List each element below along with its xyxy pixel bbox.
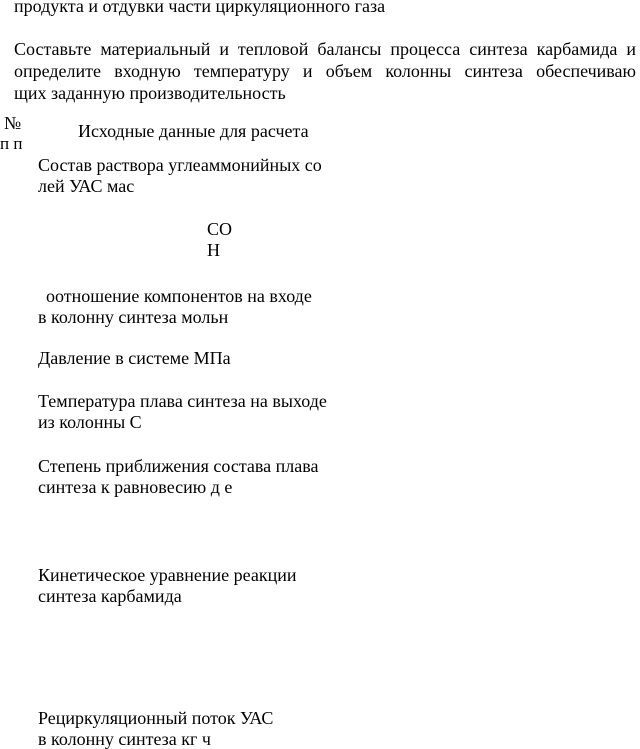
row-temperature-line1: Температура плава синтеза на выходе xyxy=(38,391,327,411)
task-line-1: Составьте материальный и тепловой балансы процесса синтеза карбамида и xyxy=(14,39,636,59)
row-solution-composition-line2: лей УАС мас xyxy=(38,176,135,196)
row-equilibrium-line1: Степень приближения состава плава xyxy=(38,456,319,476)
row-recycle-line1: Рециркуляционный поток УАС xyxy=(38,708,274,728)
row-co-label: СО xyxy=(207,219,233,239)
task-line-2: определите входную температуру и объем колонны синтеза обеспечиваю xyxy=(14,61,636,81)
number-column-mark: № xyxy=(4,113,22,133)
row-ratio-line1: оотношение компонентов на входе xyxy=(46,286,312,306)
intro-top-line: продукта и отдувки части циркуляционного газа xyxy=(14,0,386,16)
table-title: Исходные данные для расчета xyxy=(78,121,309,141)
task-line-3: щих заданную производительность xyxy=(14,83,286,103)
row-solution-composition-line1: Состав раствора углеаммонийных со xyxy=(38,155,322,175)
row-kinetics-line2: синтеза карбамида xyxy=(38,586,182,606)
row-equilibrium-line2: синтеза к равновесию д е xyxy=(38,477,233,497)
row-pressure: Давление в системе МПа xyxy=(38,348,231,368)
number-column-sub: п п xyxy=(0,134,23,153)
row-kinetics-line1: Кинетическое уравнение реакции xyxy=(38,565,297,585)
row-recycle-line2: в колонну синтеза кг ч xyxy=(38,729,211,749)
row-ratio-line2: в колонну синтеза мольн xyxy=(38,307,229,327)
row-h-label: Н xyxy=(207,240,220,260)
row-temperature-line2: из колонны С xyxy=(38,412,142,432)
